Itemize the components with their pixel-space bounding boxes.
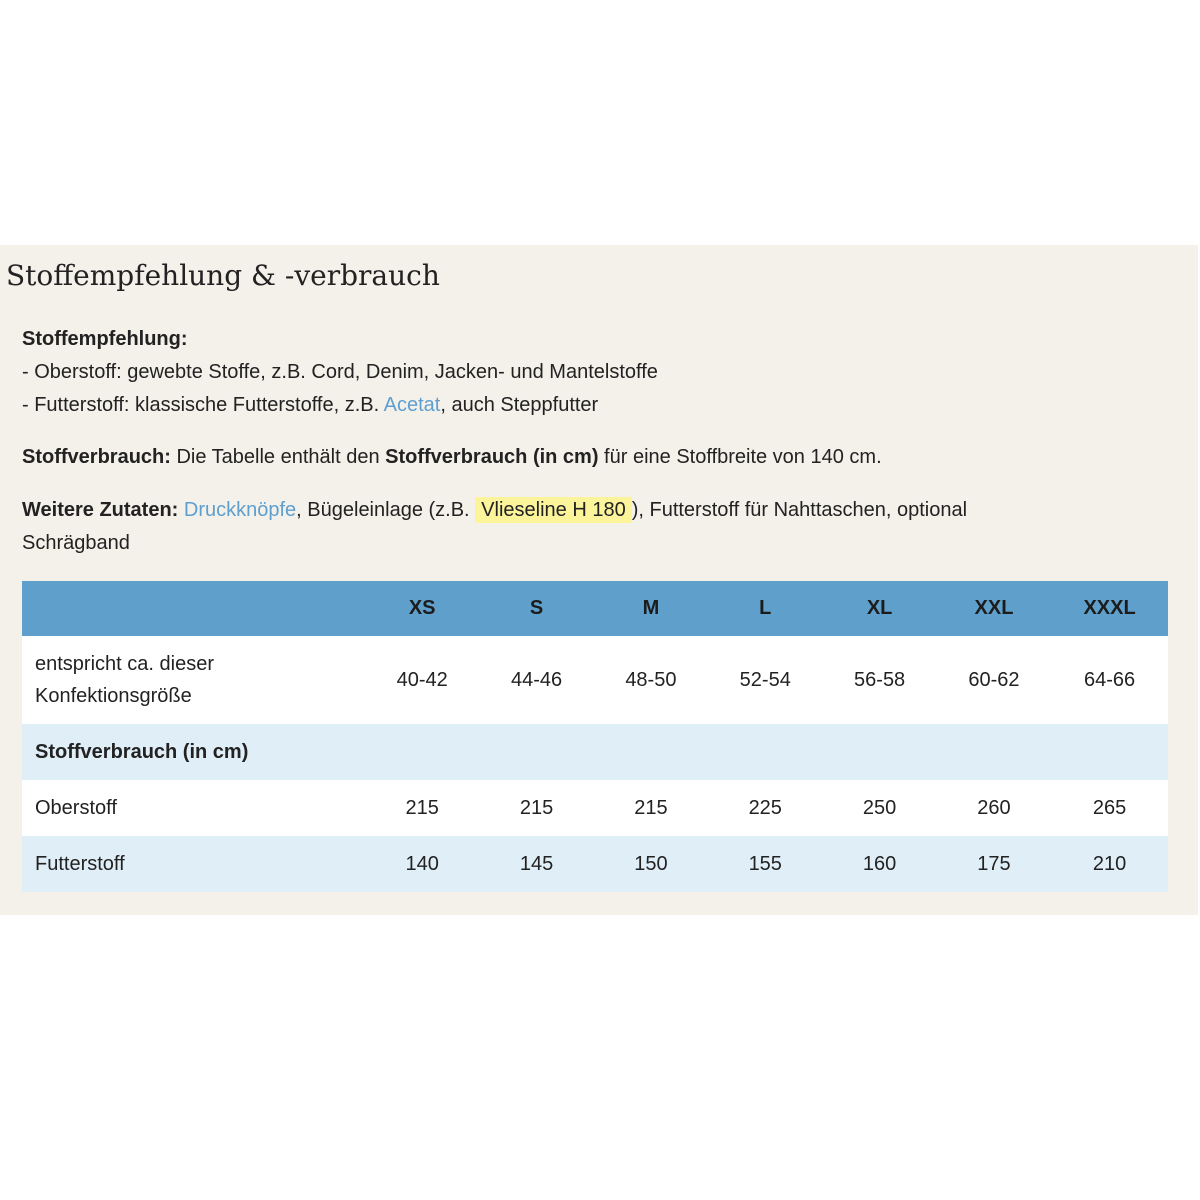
table-cell: 145 [519, 852, 554, 875]
table-row-futterstoff [22, 836, 1168, 892]
recommendation-line-2-text: - Futterstoff: klassische Futterstoffe, z.B. [22, 394, 384, 416]
fabric-panel [0, 245, 1198, 915]
konfektion-label-line-1: entspricht ca. dieser [35, 653, 214, 675]
druckknoepfe-link[interactable]: Druckknöpfe [183, 499, 297, 521]
table-cell: 150 [634, 852, 668, 875]
table-cell: 56-58 [854, 668, 906, 691]
table-cell: 225 [748, 796, 782, 819]
table-cell: 155 [748, 852, 782, 875]
table-cell: 215 [519, 796, 554, 819]
table-row-konfektion [22, 636, 1168, 724]
extras-label: Weitere Zutaten: [22, 499, 179, 521]
fabric-consumption [22, 441, 1172, 474]
size-table [22, 581, 1168, 892]
recommendation-line-2 [22, 389, 1172, 422]
size-header-l: L [759, 597, 772, 619]
oberstoff-label: Oberstoff [35, 797, 117, 819]
futterstoff-label: Futterstoff [35, 853, 125, 875]
table-header-row [22, 581, 1168, 636]
table-cell: 60-62 [968, 668, 1020, 691]
konfektion-label-line-2: Konfektionsgröße [35, 685, 192, 707]
size-header-s: S [529, 597, 544, 619]
consumption-bold: Stoffverbrauch (in cm) [385, 446, 599, 468]
table-cell: 52-54 [739, 668, 791, 691]
size-header-m: M [642, 597, 660, 619]
consumption-label: Stoffverbrauch: [22, 446, 171, 468]
table-cell: 40-42 [396, 668, 448, 691]
acetat-link[interactable]: Acetat [383, 394, 441, 416]
consumption-suffix: für eine Stoffbreite von 140 cm. [598, 446, 882, 468]
size-header-xxl: XXL [974, 597, 1014, 619]
section-label-cell: Stoffverbrauch (in cm) [35, 741, 249, 763]
section-title: Stoffempfehlung & -verbrauch [6, 259, 440, 292]
table-cell: 215 [405, 796, 439, 819]
table-cell: 160 [862, 852, 897, 875]
fabric-recommendation [22, 323, 1172, 422]
extras-line-2: Schrägband [22, 532, 130, 554]
table-cell: 250 [862, 796, 897, 819]
recommendation-heading: Stoffempfehlung: [22, 328, 188, 350]
recommendation-line-1: - Oberstoff: gewebte Stoffe, z.B. Cord, Denim, Jacken- und Mantelstoffe [22, 361, 658, 383]
table-cell: 260 [977, 796, 1011, 819]
header-empty-cell [22, 581, 365, 636]
table-row-oberstoff [22, 780, 1168, 836]
table-cell: 140 [405, 852, 439, 875]
extras-text-2: ), Futterstoff für Nahttaschen, optional [631, 499, 968, 521]
size-header-xl: XL [866, 597, 893, 619]
table-cell: 265 [1092, 796, 1127, 819]
table-row-section-heading [22, 724, 1168, 780]
size-header-xs: XS [408, 597, 436, 619]
consumption-text: Die Tabelle enthält den [170, 446, 386, 468]
table-cell: 44-46 [510, 668, 563, 691]
vlieseline-highlight[interactable]: Vlieseline H 180 [475, 497, 632, 523]
table-cell: 48-50 [625, 668, 677, 691]
table-cell: 210 [1092, 852, 1127, 875]
additional-materials [22, 494, 1172, 560]
size-header-xxxl: XXXL [1083, 597, 1136, 619]
konfektion-label [22, 636, 365, 724]
table-cell: 175 [977, 852, 1011, 875]
table-cell: 215 [634, 796, 668, 819]
recommendation-line-2-suffix: , auch Steppfutter [440, 394, 599, 416]
extras-text-1: , Bügeleinlage (z.B. [296, 499, 476, 521]
table-cell: 64-66 [1084, 668, 1136, 691]
